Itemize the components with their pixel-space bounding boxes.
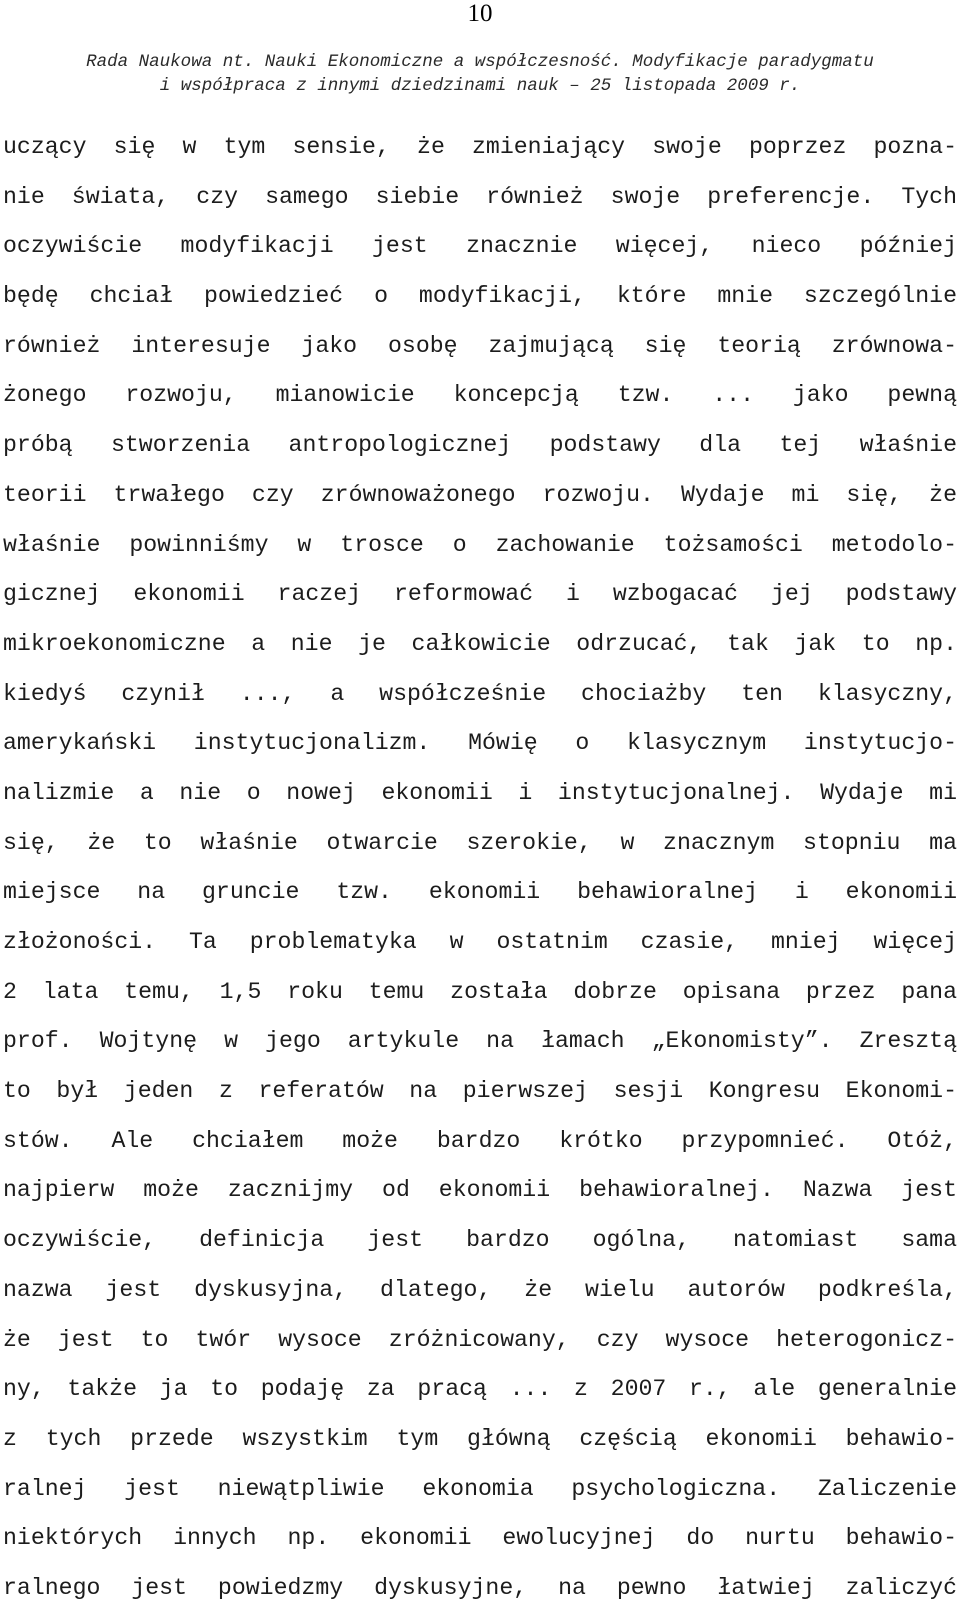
- page-number: 10: [467, 0, 493, 27]
- text-line: najpierw może zacznijmy od ekonomii behawioralnej. Nazwa jest: [3, 1177, 957, 1204]
- running-header: [0, 50, 960, 98]
- body-text: [3, 123, 957, 1614]
- text-line: właśnie powinniśmy w trosce o zachowanie tożsamości metodolo-: [3, 531, 957, 558]
- text-line: 2 lata temu, 1,5 roku temu została dobrze opisana przez pana: [3, 978, 957, 1005]
- text-line: to był jeden z referatów na pierwszej sesji Kongresu Ekonomi-: [3, 1078, 957, 1105]
- text-line: nalizmie a nie o nowej ekonomii i instytucjonalnej. Wydaje mi: [3, 779, 957, 806]
- text-line: amerykański instytucjonalizm. Mówię o klasycznym instytucjo-: [3, 730, 957, 757]
- text-line: kiedyś czynił ..., a współcześnie chociażby ten klasyczny,: [3, 680, 957, 707]
- text-line: niektórych innych np. ekonomii ewolucyjnej do nurtu behawio-: [3, 1525, 957, 1552]
- text-line: próbą stworzenia antropologicznej podstawy dla tej właśnie: [3, 432, 957, 459]
- text-line: złożoności. Ta problematyka w ostatnim czasie, mniej więcej: [3, 929, 957, 955]
- text-line: oczywiście, definicja jest bardzo ogólna, natomiast sama: [3, 1227, 957, 1254]
- text-line: gicznej ekonomii raczej reformować i wzbogacać jej podstawy: [3, 581, 957, 608]
- running-header-line-1: Rada Naukowa nt. Nauki Ekonomiczne a współczesność. Modyfikacje paradygmatu: [86, 52, 874, 72]
- text-line: oczywiście modyfikacji jest znacznie więcej, nieco później: [3, 233, 957, 260]
- text-line: będę chciał powiedzieć o modyfikacji, które mnie szczególnie: [3, 283, 957, 310]
- text-line: nie świata, czy samego siebie również swoje preferencje. Tych: [3, 183, 957, 210]
- text-line: uczący się w tym sensie, że zmieniający swoje poprzez pozna-: [3, 134, 957, 160]
- text-line: nazwa jest dyskusyjna, dlatego, że wielu autorów podkreśla,: [3, 1276, 957, 1303]
- text-line: ralnej jest niewątpliwie ekonomia psychologiczna. Zaliczenie: [3, 1475, 957, 1502]
- text-line: z tych przede wszystkim tym główną częścią ekonomii behawio-: [3, 1425, 957, 1452]
- text-line: żonego rozwoju, mianowicie koncepcją tzw. ... jako pewną: [3, 382, 957, 409]
- text-line: prof. Wojtynę w jego artykule na łamach „Ekonomisty”. Zresztą: [3, 1028, 957, 1055]
- text-line: stów. Ale chciałem może bardzo krótko przypomnieć. Otóż,: [3, 1127, 957, 1154]
- text-line: że jest to twór wysoce zróżnicowany, czy wysoce heterogonicz-: [3, 1326, 957, 1353]
- text-line: ralnego jest powiedzmy dyskusyjne, na pewno łatwiej zaliczyć: [3, 1574, 957, 1601]
- text-line: również interesuje jako osobę zajmującą się teorią zrównowa-: [3, 332, 957, 359]
- text-line: miejsce na gruncie tzw. ekonomii behawioralnej i ekonomii: [3, 879, 957, 906]
- text-line: teorii trwałego czy zrównoważonego rozwoju. Wydaje mi się, że: [3, 481, 957, 508]
- text-line: mikroekonomiczne a nie je całkowicie odrzucać, tak jak to np.: [3, 630, 957, 657]
- text-line: się, że to właśnie otwarcie szerokie, w znacznym stopniu ma: [3, 829, 957, 856]
- running-header-line-2: i współpraca z innymi dziedzinami nauk – 25 listopada 2009 r.: [159, 76, 801, 96]
- text-line: ny, także ja to podaję za pracą ... z 2007 r., ale generalnie: [3, 1376, 957, 1403]
